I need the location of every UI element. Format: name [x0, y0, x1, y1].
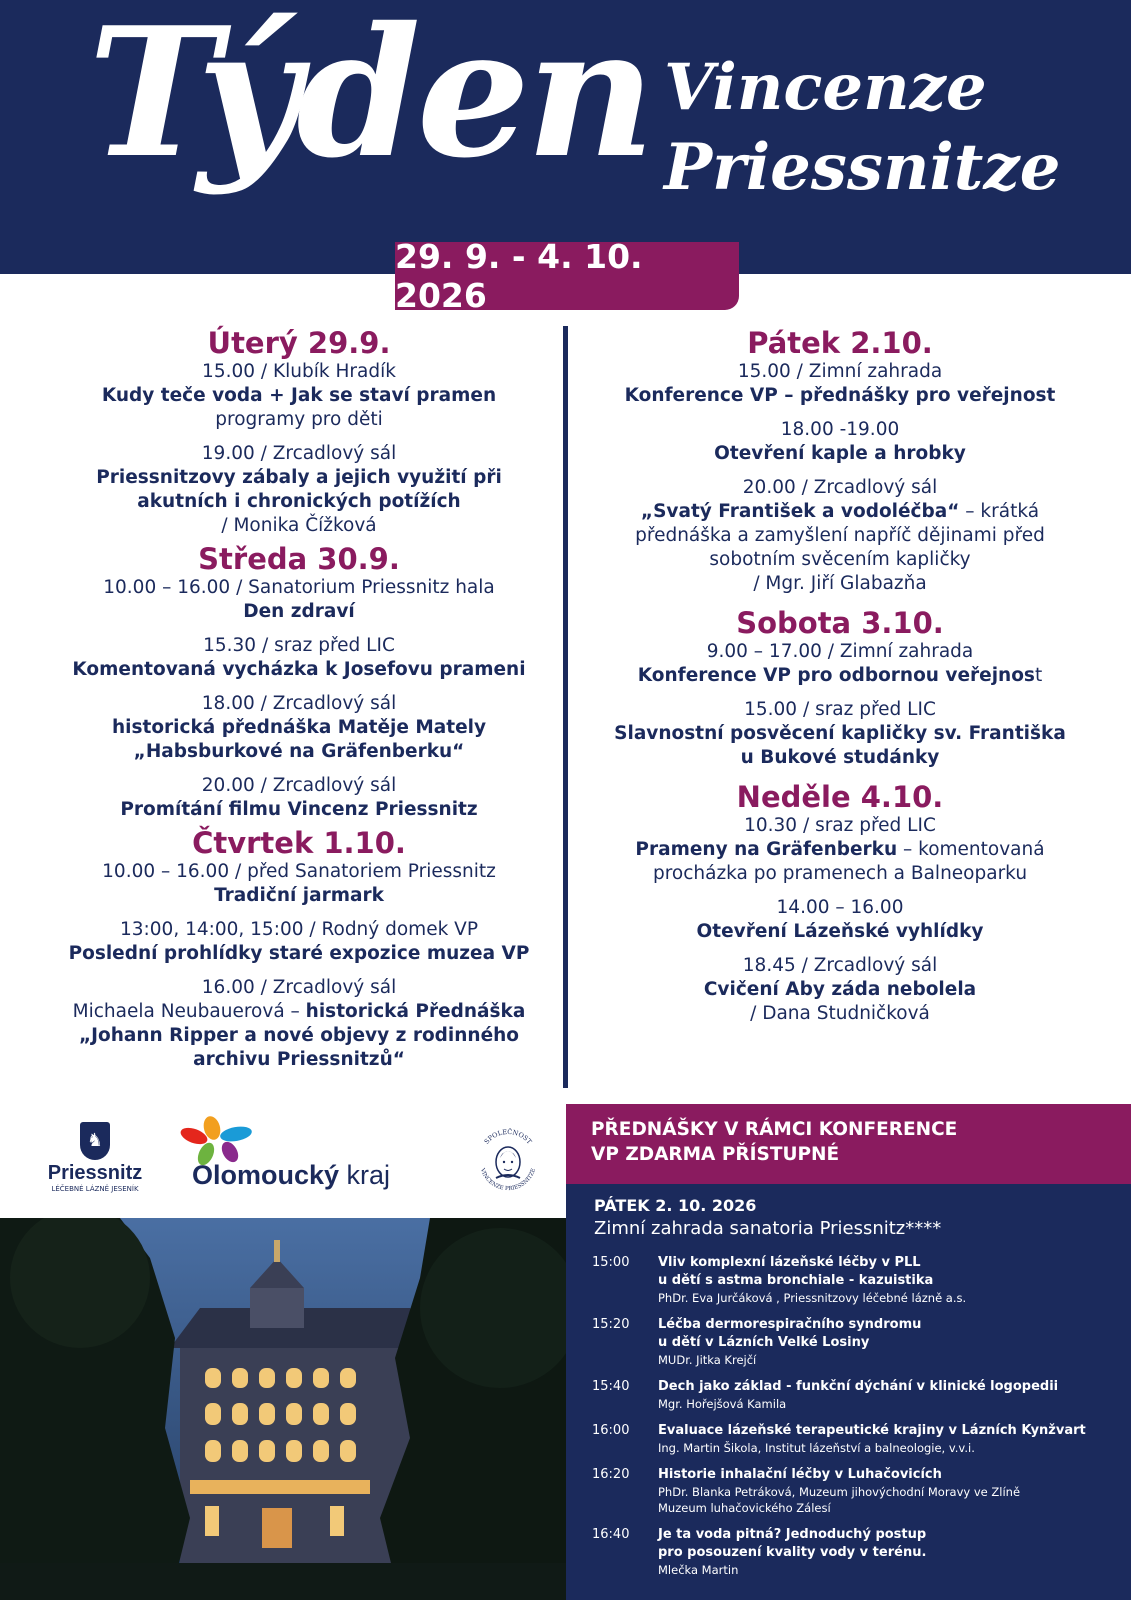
priessnitz-logo-subtitle: LÉČEBNÉ LÁZNĚ JESENÍK [51, 1185, 139, 1193]
day-heading-tuesday: Úterý 29.9. [207, 326, 391, 360]
event-title: Kudy teče voda + Jak se staví pramen [101, 385, 497, 406]
talk-item [592, 1466, 1122, 1516]
talk-time: 15:00 [592, 1255, 630, 1270]
event-time: 19.00 / Zrcadlový sál [201, 443, 397, 464]
event-time: 9.00 – 17.00 / Zimní zahrada [706, 641, 974, 662]
event-time: 18.45 / Zrcadlový sál [742, 955, 938, 976]
talk-title: Léčba dermorespiračního syndromu [658, 1317, 922, 1332]
event-desc-part: přednáška a zamyšlení napříč dějinami před [635, 525, 1045, 546]
svg-text:VINCENZE PRIESSNITZE: VINCENZE PRIESSNITZE [478, 1167, 538, 1193]
svg-text:SPOLEČNOST: SPOLEČNOST [482, 1127, 534, 1146]
talk-author: PhDr. Eva Jurčáková , Priessnitzovy léčebné lázně a.s. [658, 1291, 967, 1305]
event-title: Prameny na Gräfenberku [635, 839, 898, 860]
program-right-column [590, 326, 1090, 1026]
event-title: Poslední prohlídky staré expozice muzea VP [68, 943, 530, 964]
event-desc-part: sobotním svěcením kapličky [709, 549, 971, 570]
portrait-seal-icon [474, 1118, 542, 1202]
event-author: / Dana Studničková [750, 1003, 930, 1024]
talk-title: Evaluace lázeňské terapeutické krajiny v Lázních Kynžvart [658, 1423, 1086, 1438]
column-divider [563, 326, 568, 1088]
event-time: 18.00 -19.00 [780, 419, 900, 440]
event-title-tail: t [1034, 665, 1043, 686]
conference-heading-line-2: VP ZDARMA PŘÍSTUPNÉ [591, 1144, 840, 1165]
event-title: „Svatý František a vodoléčba“ [640, 501, 960, 522]
talk-author: Muzeum luhačovického Zálesí [658, 1501, 831, 1515]
event-title: Otevření kaple a hrobky [714, 443, 966, 464]
event-title: Promítání filmu Vincenz Priessnitz [120, 799, 478, 820]
event-note: programy pro děti [215, 409, 383, 430]
talk-author: Mgr. Hořejšová Kamila [658, 1397, 787, 1411]
talk-item [592, 1526, 1122, 1578]
lion-crest-icon: ♞ [80, 1122, 110, 1160]
event-title: Slavnostní posvěcení kapličky sv. Františka [614, 723, 1066, 744]
event-title: Komentovaná vycházka k Josefovu prameni [72, 659, 526, 680]
event-author: / Monika Čížková [221, 515, 377, 536]
event-description [590, 838, 1090, 862]
talk-item [592, 1316, 1122, 1368]
event-author: / Mgr. Jiří Glabazňa [753, 573, 927, 594]
day-heading-friday: Pátek 2.10. [747, 326, 933, 360]
day-heading-wednesday: Středa 30.9. [198, 542, 400, 576]
event-desc-part: procházka po pramenech a Balneoparku [652, 863, 1028, 884]
talk-time: 15:40 [592, 1379, 630, 1394]
talk-list [592, 1254, 1122, 1588]
event-time: 10.00 – 16.00 / před Sanatoriem Priessnitz [102, 861, 496, 882]
event-title: Konference VP – přednášky pro veřejnost [624, 385, 1056, 406]
talk-title: u dětí v Lázních Velké Losiny [658, 1335, 870, 1350]
talk-title: Je ta voda pitná? Jednoduchý postup [658, 1527, 927, 1542]
event-time: 15.00 / Klubík Hradík [202, 361, 396, 382]
event-description [590, 500, 1090, 524]
priessnitz-logo [40, 1122, 150, 1202]
kraj-bold: Olomoucký [192, 1160, 340, 1190]
event-title: „Johann Ripper a nové objevy z rodinného [78, 1025, 520, 1046]
event-time: 10.00 – 16.00 / Sanatorium Priessnitz hala [103, 577, 495, 598]
event-time: 20.00 / Zrcadlový sál [201, 775, 397, 796]
talk-time: 16:40 [592, 1527, 630, 1542]
spolecnost-logo [474, 1118, 542, 1202]
title-subtitle [664, 48, 1060, 208]
event-kind: historická Přednáška [305, 1001, 526, 1022]
conference-heading [566, 1104, 1131, 1184]
talk-title: pro posouzení kvality vody v terénu. [658, 1545, 927, 1560]
talk-time: 16:20 [592, 1467, 630, 1482]
event-title: Konference VP pro odbornou veřejnos [637, 665, 1035, 686]
conference-place: Zimní zahrada sanatoria Priessnitz**** [594, 1218, 942, 1239]
program-left-column [50, 326, 548, 1072]
event-title: Den zdraví [243, 601, 355, 622]
talk-author: Ing. Martin Šikola, Institut lázeňství a balneologie, v.v.i. [658, 1441, 975, 1455]
talk-title: Historie inhalační léčby v Luhačovicích [658, 1467, 942, 1482]
event-desc-part: – krátká [959, 501, 1040, 522]
talk-author: PhDr. Blanka Petráková, Muzeum jihovýchodní Moravy ve Zlíně [658, 1485, 1021, 1499]
event-time: 16.00 / Zrcadlový sál [201, 977, 397, 998]
talk-title: Vliv komplexní lázeňské léčby v PLL [658, 1255, 921, 1270]
event-title: u Bukové studánky [740, 747, 940, 768]
talk-item [592, 1254, 1122, 1306]
date-badge: 29. 9. - 4. 10. 2026 [395, 242, 739, 310]
event-time: 18.00 / Zrcadlový sál [201, 693, 397, 714]
conference-heading-line-1: PŘEDNÁŠKY V RÁMCI KONFERENCE [591, 1119, 958, 1140]
olomoucky-kraj-text [192, 1160, 390, 1191]
event-time: 14.00 – 16.00 [776, 897, 904, 918]
day-heading-saturday: Sobota 3.10. [736, 606, 944, 640]
title-main: Týden [88, 0, 652, 197]
conference-date: PÁTEK 2. 10. 2026 [594, 1196, 757, 1215]
event-title: historická přednáška Matěje Mately [111, 717, 487, 738]
talk-time: 16:00 [592, 1423, 630, 1438]
day-heading-sunday: Neděle 4.10. [736, 780, 944, 814]
event-speaker [50, 1000, 548, 1024]
event-title: Cvičení Aby záda nebolela [703, 979, 977, 1000]
talk-item [592, 1378, 1122, 1412]
event-title: Priessnitzovy zábaly a jejich využití při [96, 467, 502, 488]
talk-title: u dětí s astma bronchiale - kazuistika [658, 1273, 934, 1288]
title-line-1: Vincenze [664, 50, 987, 125]
event-title-row [590, 664, 1090, 688]
header-banner [0, 0, 1131, 274]
olomoucky-kraj-logo [170, 1116, 415, 1196]
priessnitz-logo-name: Priessnitz [47, 1162, 143, 1184]
day-heading-thursday: Čtvrtek 1.10. [192, 826, 406, 860]
event-title: archivu Priessnitzů“ [193, 1049, 405, 1070]
event-title: „Habsburkové na Gräfenberku“ [133, 741, 465, 762]
talk-author: Mlečka Martin [658, 1563, 739, 1577]
kraj-light: kraj [339, 1160, 391, 1190]
talk-item [592, 1422, 1122, 1456]
event-time: 13:00, 14:00, 15:00 / Rodný domek VP [120, 919, 478, 940]
event-time: 15.00 / Zimní zahrada [737, 361, 943, 382]
event-title: Tradiční jarmark [214, 885, 384, 906]
event-time: 20.00 / Zrcadlový sál [742, 477, 938, 498]
event-title: akutních i chronických potížích [137, 491, 461, 512]
event-desc-part: – komentovaná [897, 839, 1045, 860]
title-line-2: Priessnitze [664, 130, 1061, 205]
sanatorium-photo [0, 1218, 567, 1600]
talk-title: Dech jako základ - funkční dýchání v klinické logopedii [658, 1379, 1059, 1394]
talk-time: 15:20 [592, 1317, 630, 1332]
event-time: 15.30 / sraz před LIC [203, 635, 395, 656]
talk-author: MUDr. Jitka Krejčí [658, 1353, 757, 1367]
event-person: Michaela Neubauerová – [72, 1001, 306, 1022]
event-time: 15.00 / sraz před LIC [744, 699, 936, 720]
conference-panel [566, 1184, 1131, 1600]
event-time: 10.30 / sraz před LIC [744, 815, 936, 836]
event-title: Otevření Lázeňské vyhlídky [696, 921, 984, 942]
